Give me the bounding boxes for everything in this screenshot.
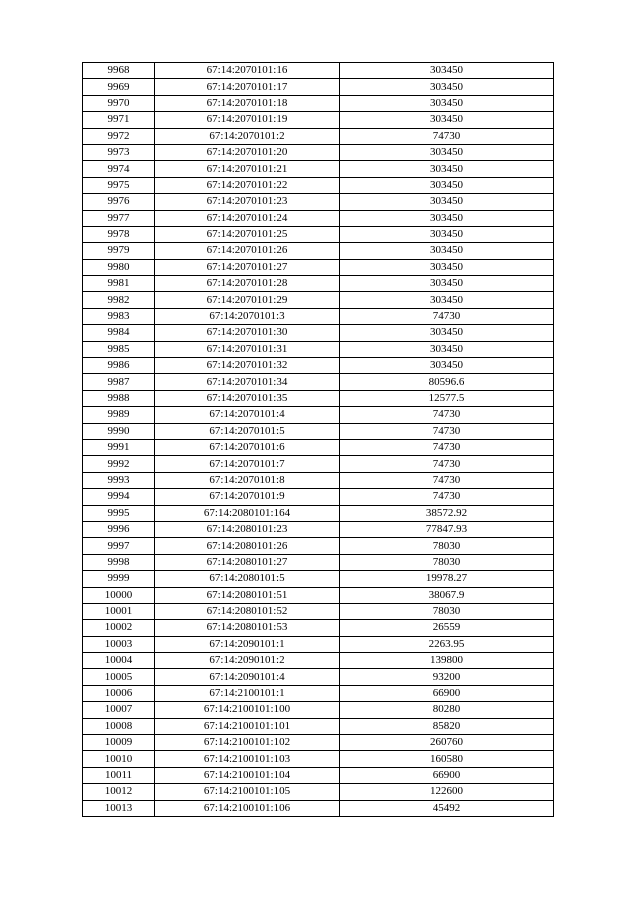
row-number-cell: 9982 (83, 292, 155, 308)
cadastral-number-cell: 67:14:2070101:21 (155, 161, 340, 177)
value-cell: 74730 (340, 423, 554, 439)
table-row (83, 521, 554, 537)
value-cell: 78030 (340, 538, 554, 554)
table-row (83, 63, 554, 79)
value-cell: 66900 (340, 685, 554, 701)
row-number-cell: 9974 (83, 161, 155, 177)
table-row (83, 95, 554, 111)
value-cell: 74730 (340, 439, 554, 455)
cadastral-number-cell: 67:14:2070101:30 (155, 325, 340, 341)
cadastral-number-cell: 67:14:2090101:4 (155, 669, 340, 685)
row-number-cell: 9978 (83, 226, 155, 242)
table-row (83, 325, 554, 341)
row-number-cell: 10003 (83, 636, 155, 652)
data-table (82, 62, 554, 817)
value-cell: 139800 (340, 653, 554, 669)
cadastral-number-cell: 67:14:2070101:4 (155, 407, 340, 423)
row-number-cell: 9972 (83, 128, 155, 144)
row-number-cell: 10005 (83, 669, 155, 685)
table-row (83, 112, 554, 128)
value-cell: 303450 (340, 112, 554, 128)
value-cell: 303450 (340, 210, 554, 226)
value-cell: 303450 (340, 276, 554, 292)
row-number-cell: 10000 (83, 587, 155, 603)
cadastral-number-cell: 67:14:2070101:6 (155, 439, 340, 455)
value-cell: 2263.95 (340, 636, 554, 652)
value-cell: 303450 (340, 226, 554, 242)
value-cell: 303450 (340, 79, 554, 95)
cadastral-number-cell: 67:14:2100101:105 (155, 784, 340, 800)
table-row (83, 505, 554, 521)
cadastral-number-cell: 67:14:2070101:23 (155, 194, 340, 210)
cadastral-number-cell: 67:14:2070101:24 (155, 210, 340, 226)
cadastral-number-cell: 67:14:2070101:9 (155, 489, 340, 505)
cadastral-number-cell: 67:14:2070101:32 (155, 358, 340, 374)
value-cell: 303450 (340, 259, 554, 275)
cadastral-number-cell: 67:14:2080101:53 (155, 620, 340, 636)
value-cell: 260760 (340, 735, 554, 751)
row-number-cell: 9992 (83, 456, 155, 472)
table-row (83, 784, 554, 800)
table-row (83, 423, 554, 439)
table-row (83, 374, 554, 390)
table-row (83, 358, 554, 374)
value-cell: 303450 (340, 177, 554, 193)
cadastral-number-cell: 67:14:2100101:100 (155, 702, 340, 718)
row-number-cell: 10006 (83, 685, 155, 701)
cadastral-number-cell: 67:14:2070101:35 (155, 390, 340, 406)
table-row (83, 407, 554, 423)
table-row (83, 439, 554, 455)
table-row (83, 226, 554, 242)
value-cell: 26559 (340, 620, 554, 636)
table-row (83, 685, 554, 701)
row-number-cell: 9984 (83, 325, 155, 341)
row-number-cell: 10002 (83, 620, 155, 636)
table-row (83, 144, 554, 160)
value-cell: 77847.93 (340, 521, 554, 537)
cadastral-number-cell: 67:14:2070101:18 (155, 95, 340, 111)
row-number-cell: 10009 (83, 735, 155, 751)
value-cell: 303450 (340, 194, 554, 210)
table-row (83, 587, 554, 603)
cadastral-number-cell: 67:14:2100101:106 (155, 800, 340, 816)
table-row (83, 636, 554, 652)
row-number-cell: 9985 (83, 341, 155, 357)
table-row (83, 128, 554, 144)
value-cell: 12577.5 (340, 390, 554, 406)
value-cell: 38067.9 (340, 587, 554, 603)
row-number-cell: 9990 (83, 423, 155, 439)
row-number-cell: 10008 (83, 718, 155, 734)
cadastral-number-cell: 67:14:2080101:5 (155, 571, 340, 587)
cadastral-number-cell: 67:14:2080101:23 (155, 521, 340, 537)
value-cell: 74730 (340, 308, 554, 324)
cadastral-number-cell: 67:14:2080101:164 (155, 505, 340, 521)
table-row (83, 620, 554, 636)
row-number-cell: 9995 (83, 505, 155, 521)
table-row (83, 210, 554, 226)
cadastral-number-cell: 67:14:2070101:17 (155, 79, 340, 95)
table-row (83, 702, 554, 718)
value-cell: 74730 (340, 456, 554, 472)
row-number-cell: 9989 (83, 407, 155, 423)
cadastral-number-cell: 67:14:2070101:8 (155, 472, 340, 488)
cadastral-number-cell: 67:14:2100101:101 (155, 718, 340, 734)
cadastral-number-cell: 67:14:2080101:51 (155, 587, 340, 603)
row-number-cell: 9999 (83, 571, 155, 587)
table-row (83, 243, 554, 259)
row-number-cell: 10010 (83, 751, 155, 767)
cadastral-number-cell: 67:14:2070101:20 (155, 144, 340, 160)
cadastral-number-cell: 67:14:2070101:3 (155, 308, 340, 324)
value-cell: 93200 (340, 669, 554, 685)
row-number-cell: 9971 (83, 112, 155, 128)
table-row (83, 571, 554, 587)
cadastral-number-cell: 67:14:2070101:28 (155, 276, 340, 292)
row-number-cell: 9968 (83, 63, 155, 79)
row-number-cell: 10004 (83, 653, 155, 669)
cadastral-number-cell: 67:14:2070101:2 (155, 128, 340, 144)
value-cell: 122600 (340, 784, 554, 800)
value-cell: 80280 (340, 702, 554, 718)
value-cell: 303450 (340, 63, 554, 79)
row-number-cell: 10012 (83, 784, 155, 800)
value-cell: 78030 (340, 554, 554, 570)
cadastral-number-cell: 67:14:2070101:31 (155, 341, 340, 357)
cadastral-number-cell: 67:14:2100101:103 (155, 751, 340, 767)
cadastral-number-cell: 67:14:2100101:104 (155, 767, 340, 783)
cadastral-number-cell: 67:14:2070101:22 (155, 177, 340, 193)
table-row (83, 259, 554, 275)
value-cell: 74730 (340, 128, 554, 144)
row-number-cell: 9981 (83, 276, 155, 292)
value-cell: 80596.6 (340, 374, 554, 390)
table-row (83, 79, 554, 95)
value-cell: 19978.27 (340, 571, 554, 587)
row-number-cell: 10013 (83, 800, 155, 816)
cadastral-number-cell: 67:14:2090101:1 (155, 636, 340, 652)
cadastral-number-cell: 67:14:2080101:26 (155, 538, 340, 554)
table-row (83, 653, 554, 669)
value-cell: 66900 (340, 767, 554, 783)
value-cell: 303450 (340, 292, 554, 308)
row-number-cell: 9973 (83, 144, 155, 160)
row-number-cell: 9997 (83, 538, 155, 554)
row-number-cell: 9996 (83, 521, 155, 537)
row-number-cell: 9979 (83, 243, 155, 259)
table-row (83, 194, 554, 210)
row-number-cell: 10001 (83, 603, 155, 619)
row-number-cell: 9975 (83, 177, 155, 193)
value-cell: 303450 (340, 341, 554, 357)
table-row (83, 472, 554, 488)
row-number-cell: 9987 (83, 374, 155, 390)
cadastral-number-cell: 67:14:2070101:19 (155, 112, 340, 128)
value-cell: 85820 (340, 718, 554, 734)
cadastral-number-cell: 67:14:2080101:52 (155, 603, 340, 619)
row-number-cell: 9993 (83, 472, 155, 488)
cadastral-number-cell: 67:14:2070101:7 (155, 456, 340, 472)
table-row (83, 341, 554, 357)
row-number-cell: 10007 (83, 702, 155, 718)
cadastral-number-cell: 67:14:2070101:5 (155, 423, 340, 439)
value-cell: 303450 (340, 161, 554, 177)
row-number-cell: 9998 (83, 554, 155, 570)
table-row (83, 538, 554, 554)
row-number-cell: 9977 (83, 210, 155, 226)
row-number-cell: 9970 (83, 95, 155, 111)
table-row (83, 751, 554, 767)
table-row (83, 292, 554, 308)
value-cell: 38572.92 (340, 505, 554, 521)
table-row (83, 276, 554, 292)
value-cell: 303450 (340, 243, 554, 259)
value-cell: 303450 (340, 95, 554, 111)
cadastral-number-cell: 67:14:2080101:27 (155, 554, 340, 570)
cadastral-number-cell: 67:14:2070101:27 (155, 259, 340, 275)
cadastral-number-cell: 67:14:2090101:2 (155, 653, 340, 669)
value-cell: 45492 (340, 800, 554, 816)
table-row (83, 767, 554, 783)
value-cell: 160580 (340, 751, 554, 767)
value-cell: 74730 (340, 472, 554, 488)
row-number-cell: 10011 (83, 767, 155, 783)
cadastral-number-cell: 67:14:2100101:1 (155, 685, 340, 701)
cadastral-number-cell: 67:14:2100101:102 (155, 735, 340, 751)
row-number-cell: 9980 (83, 259, 155, 275)
table-row (83, 177, 554, 193)
cadastral-number-cell: 67:14:2070101:26 (155, 243, 340, 259)
row-number-cell: 9986 (83, 358, 155, 374)
table-row (83, 554, 554, 570)
table-row (83, 308, 554, 324)
cadastral-number-cell: 67:14:2070101:34 (155, 374, 340, 390)
cadastral-number-cell: 67:14:2070101:16 (155, 63, 340, 79)
table-row (83, 161, 554, 177)
value-cell: 303450 (340, 358, 554, 374)
row-number-cell: 9991 (83, 439, 155, 455)
table-row (83, 489, 554, 505)
value-cell: 303450 (340, 325, 554, 341)
table-row (83, 390, 554, 406)
cadastral-number-cell: 67:14:2070101:29 (155, 292, 340, 308)
row-number-cell: 9988 (83, 390, 155, 406)
row-number-cell: 9994 (83, 489, 155, 505)
table-row (83, 603, 554, 619)
table-body (83, 63, 554, 817)
value-cell: 303450 (340, 144, 554, 160)
value-cell: 78030 (340, 603, 554, 619)
value-cell: 74730 (340, 407, 554, 423)
row-number-cell: 9976 (83, 194, 155, 210)
table-row (83, 718, 554, 734)
value-cell: 74730 (340, 489, 554, 505)
table-row (83, 669, 554, 685)
cadastral-number-cell: 67:14:2070101:25 (155, 226, 340, 242)
table-row (83, 800, 554, 816)
table-row (83, 735, 554, 751)
table-row (83, 456, 554, 472)
row-number-cell: 9969 (83, 79, 155, 95)
row-number-cell: 9983 (83, 308, 155, 324)
